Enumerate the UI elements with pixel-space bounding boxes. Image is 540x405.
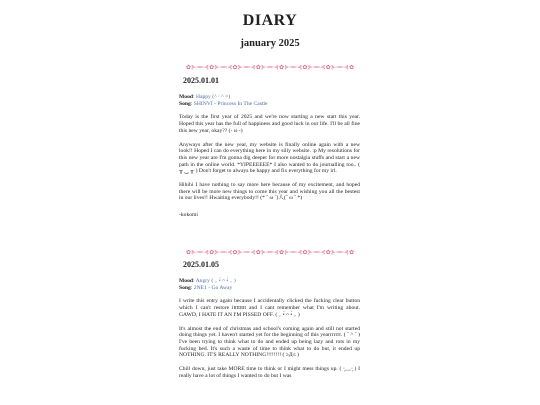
song-line: Song: 2NE1 - Go Away <box>179 284 233 291</box>
floral-divider: ✿⊱╼╾⊰✿⊱╼╾⊰✿⊱╼╾⊰✿⊱╼╾⊰✿⊱╼╾⊰✿⊱╼╾⊰✿⊱╼╾⊰✿ <box>185 64 355 71</box>
song-line: Song: SHINVI - Princess In The Castle <box>179 100 268 107</box>
song-label: Song <box>179 100 191 107</box>
entry-paragraph: Hihihi I have nothing to say more here because of my excitement, and hoped there will be more new things to come this year and wishing you all the bestest in our lives!! Hwaiting everybody!! (* ˘ ω ˘)人(˘ ω ˘ *) <box>179 182 360 202</box>
mood-label: Mood <box>179 278 193 284</box>
mood-line: Mood: Happy (^ ᵕ ^ =) <box>179 94 231 100</box>
entry-paragraph: Chill down, just take MORE time to think or I might mess things up. ( ᵕ̣̣̣̣̣̣﹏ᵕ̣̣̣̣̣̣ ) I really have a lot of things I wanted to do but I was <box>179 366 360 379</box>
mood-value: Happy (^ ᵕ ^ =) <box>195 94 231 100</box>
song-link[interactable]: SHINVI - Princess In The Castle <box>193 100 268 107</box>
month-subtitle: january 2025 <box>240 38 300 49</box>
song-link[interactable]: 2NE1 - Go Away <box>193 284 233 291</box>
entry-date: 2025.01.05 <box>183 260 219 269</box>
mood-label: Mood <box>179 94 193 100</box>
floral-divider: ✿⊱╼╾⊰✿⊱╼╾⊰✿⊱╼╾⊰✿⊱╼╾⊰✿⊱╼╾⊰✿⊱╼╾⊰✿⊱╼╾⊰✿ <box>185 249 355 256</box>
diary-entry <box>179 76 360 219</box>
entry-paragraph: I write this entry again because I accidentally clicked the fucking clear button which I can't restore itttttttt and I cant remember what I'm writing about. GAWD, I HATE IT AN I'M PISSED OFF. ( ｡ •̀ ᴖ •́ ｡ ) <box>179 298 360 318</box>
entry-paragraph: Today is the first year of 2025 and we're now starting a new start this year. Hoped this year has the full of happiness and good luck in our life. I'll be all fine this new year, okay?? (- ω -) <box>179 114 360 134</box>
entry-signature: -kokomi <box>179 212 198 219</box>
page-title: DIARY <box>242 12 298 29</box>
song-label: Song <box>179 284 191 291</box>
mood-value: Angry ( ｡ •̀ ᴖ •́ ｡ ) <box>195 278 236 284</box>
entry-paragraph: It's almost the end of christmas and school's coming again and still not started doing things yet. I haven't started yet for the beginning of this yearrrrrrr. ( ˘ ^ ˘ ) I've been trying to think what to do and ended up being lazy and rots in my fucking bed. It's such a waste of time to think what to do but, it ended up NOTHING. IT'S REALLY NOTHING!!!!!!!! ( ≥Д≤ ) <box>179 325 360 359</box>
entry-paragraph: Anyways after the new year, my website is finally online again with a new look!! Hoped I can do everything here in my silly website. :p My resolutions for this new year are I'm gonna dig deeper for more nostalgia stuffs and start a new path in the online world. *YIPEEEEEE* I also wanted to do journalling too.. ( ╥ ‿ ╥ ) Don't forget to always be happy and fix everything for my irl. <box>179 141 360 175</box>
mood-line: Mood: Angry ( ｡ •̀ ᴖ •́ ｡ ) <box>179 278 236 284</box>
diary-entry <box>179 260 360 386</box>
entry-date: 2025.01.01 <box>183 76 219 85</box>
